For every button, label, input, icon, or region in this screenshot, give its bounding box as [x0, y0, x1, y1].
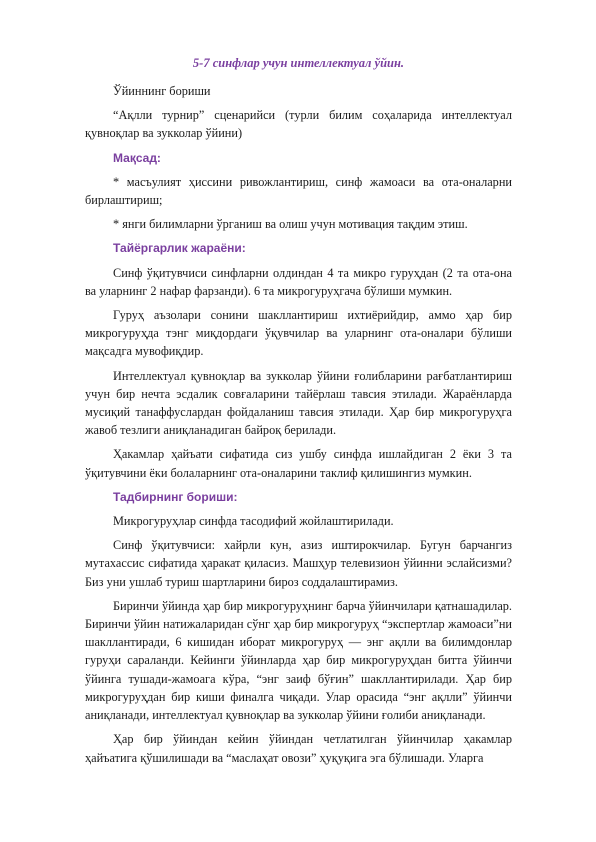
paragraph: Ҳар бир ўйиндан кейин ўйиндан четлатилган ўйинчилар ҳакамлар ҳайъатига қўшилишади ва “маслаҳат овози” ҳуқуқига эга бўлишади. Уларга — [85, 732, 512, 765]
section-heading: Тайёргарлик жараёни: — [113, 241, 246, 256]
paragraph: Синф ўқитувчиси синфларни олдиндан 4 та микро гуруҳдан (2 та ота-она ва уларнинг 2 нафар фарзанди). 6 та микрогуруҳгача бўлиши мумкин. — [85, 265, 512, 298]
paragraph: Гуруҳ аъзолари сонини шакллантириш ихтиёрийдир, аммо ҳар бир микрогуруҳда тэнг миқдордаги ўқувчилар ва уларнинг ота-оналари бўлиши мақсадга мувофиқдир. — [85, 308, 512, 359]
paragraph: “Ақлли турнир” сценарийси (турли билим соҳаларида интеллектуал қувноқлар ва зукколар ўйини) — [85, 108, 512, 141]
paragraph: Интеллектуал қувноқлар ва зукколар ўйини ғолибларини рағбатлантириш учун бир нечта эсдалик совғаларини тайёрлаш тавсия этилади. Жараёнларда мусиқий танаффуслардан фойдаланиш тавсия этилади. Ҳар бир микрогуруҳга жавоб тезлиги аниқланадиган байроқ берилади. — [85, 368, 512, 438]
section-heading: Мақсад: — [113, 150, 161, 165]
document-body — [85, 82, 512, 767]
document-title: 5-7 синфлар учун интеллектуал ўйин. — [192, 56, 405, 70]
paragraph: Ҳакамлар ҳайъати сифатида сиз ушбу синфда ишлайдиган 2 ёки 3 та ўқитувчини ёки болаларнинг ота-оналарини таклиф қилишингиз мумкин. — [85, 447, 512, 480]
paragraph: Биринчи ўйинда ҳар бир микрогуруҳнинг барча ўйинчилари қатнашадилар. Биринчи ўйин натижаларидан сўнг ҳар бир микрогуруҳ “экспертлар жамоаси”ни шакллантиради, 6 кишидан иборат микрогуруҳ — энг ақлли ва билимдонлар гуруҳи сараланди. Кейинги ўйинларда ҳар бир микрогуруҳдан битта ўйинчи ўйинга тушади-жамоага кўра, “энг заиф бўғин” шакллантирилади. Ҳар бир микрогуруҳдан бир киши финалга чиқади. Улар орасида “энг ақлли” ўйинчи аниқланади, интеллектуал қувноқлар ва зукколар ўйини ғолиби аниқланади. — [85, 598, 512, 723]
paragraph: Синф ўқитувчиси: хайрли кун, азиз иштирокчилар. Бугун барчангиз мутахассис сифатида ҳаракат қиласиз. Машҳур телевизион ўйинни эслайсизми? Биз уни ушлаб туриш шартларини бироз соддалаштирамиз. — [85, 538, 512, 589]
section-heading: Тадбирнинг бориши: — [113, 489, 238, 504]
paragraph: * масъулият ҳиссини ривожлантириш, синф жамоаси ва ота-оналарни бирлаштириш; — [85, 174, 512, 208]
paragraph: Микрогуруҳлар синфда тасодифий жойлаштирилади. — [113, 514, 394, 529]
paragraph: * янги билимларни ўрганиш ва олиш учун мотивация тақдим этиш. — [113, 217, 468, 232]
paragraph: Ўйиннинг бориши — [113, 84, 211, 98]
